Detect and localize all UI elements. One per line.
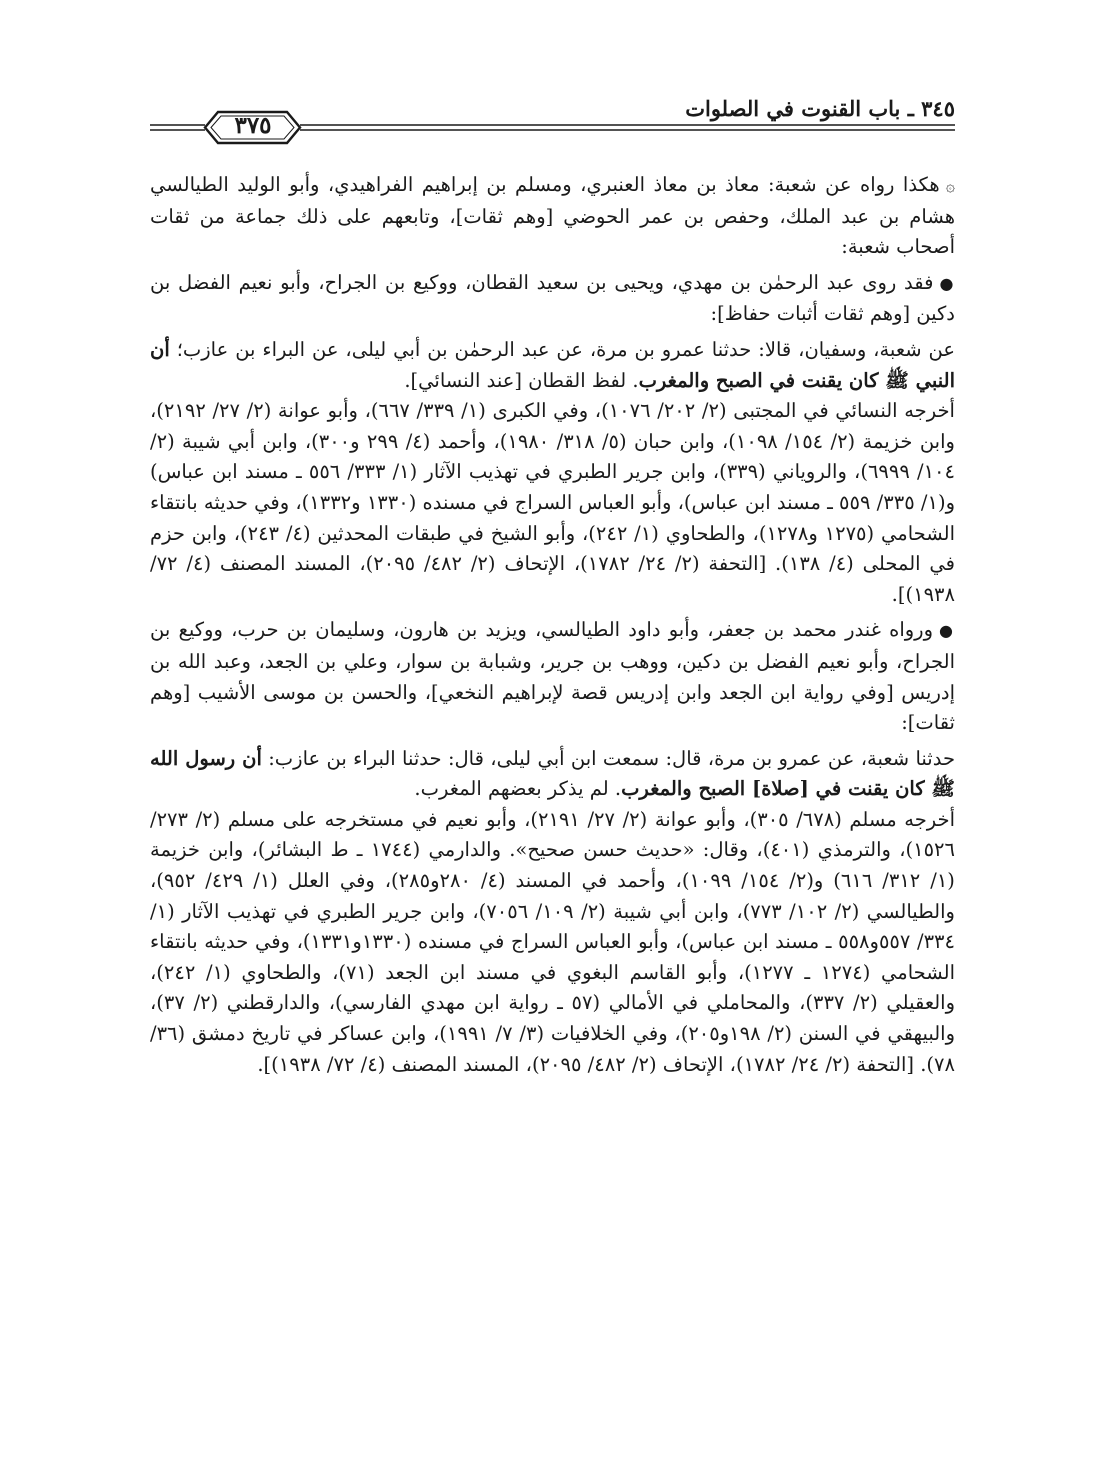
takhrij-2-text: أخرجه مسلم (٦٧٨/ ٣٠٥)، وأبو عوانة (٢/ ٢٧/ ٢١٩١)، وأبو نعيم في مستخرجه على مسلم (٢/ ٢٧٣/ ١٥٢٦)، والترمذي (٤٠١)، وقال: «حديث حسن صحيح». والدارمي (١٧٤٤ ـ ط البشائر)، وابن خزيمة (١/ ٣١٢/ ٦١٦) و(٢/ ١٥٤/ ١٠٩٩)، وأحمد في المسند (٤/ ٢٨٠و٢٨٥)، وفي العلل (١/ ٤٢٩/ ٩٥٢)، والطيالسي (٢/ ١٠٢/ ٧٧٣)، وابن أبي شيبة (٢/ ١٠٩/ ٧٠٥٦)، وابن جرير الطبري في تهذيب الآثار (١/ ٣٣٤/ ٥٥٧و٥٥٨ ـ مسند ابن عباس)، وأبو العباس السراج في مسنده (١٣٣٠و١٣٣١)، وفي حديثه بانتقاء الشحامي (١٢٧٤ ـ ١٢٧٧)، وأبو القاسم البغوي في مسند ابن الجعد (٧١)، والطحاوي (١/ ٢٤٢)، والعقيلي (٢/ ٣٣٧)، والمحاملي في الأمالي (٥٧ ـ رواية ابن مهدي الفارسي)، والدارقطني (٢/ ٣٧)، والبيهقي في السنن (٢/ ١٩٨و٢٠٥)، وفي الخلافيات (٣/ ٧/ ١٩٩١)، وابن عساكر في تاريخ دمشق (٣٦/ ٧٨). [التحفة (٢/ ٢٤/ ١٧٨٢)، الإتحاف (٢/ ٤٨٢/ ٢٠٩٥)، المسند المصنف (٤/ ٧٢/ ١٩٣٨)].	[150, 807, 956, 1076]
section-marker-icon: ۞	[945, 176, 955, 195]
hadith-1-chain: عن شعبة، وسفيان، قالا: حدثنا عمرو بن مرة، عن عبد الرحمٰن بن أبي ليلى، عن البراء بن عازب؛	[169, 337, 955, 361]
hadith-1-matn: أن النبي ﷺ كان يقنت في الصبح والمغرب	[150, 337, 955, 392]
page-header	[150, 92, 955, 156]
paragraph-1-text: هكذا رواه عن شعبة: معاذ بن معاذ العنبري، ومسلم بن إبراهيم الفراهيدي، وأبو الوليد الطيالسي هشام بن عبد الملك، وحفص بن عمر الحوضي [وهم ثقات]، وتابعهم على ذلك جماعة من ثقات أصحاب شعبة:	[150, 173, 955, 259]
hadith-2-matn: أن رسول الله ﷺ كان يقنت في [صلاة] الصبح والمغرب	[150, 746, 955, 801]
takhrij-2	[150, 805, 955, 1080]
hadith-text-2	[150, 744, 955, 805]
hadith-text-1	[150, 335, 955, 396]
takhrij-1-text: أخرجه النسائي في المجتبى (٢/ ٢٠٢/ ١٠٧٦)، وفي الكبرى (١/ ٣٣٩/ ٦٦٧)، وأبو عوانة (٢/ ٢٧/ ٢١٩٢)، وابن خزيمة (٢/ ١٥٤/ ١٠٩٨)، وابن حبان (٥/ ٣١٨/ ١٩٨٠)، وأحمد (٤/ ٢٩٩ و٣٠٠)، وابن أبي شيبة (٢/ ١٠٤/ ٦٩٩٩)، والروياني (٣٣٩)، وابن جرير الطبري في تهذيب الآثار (١/ ٣٣٣/ ٥٥٦ ـ مسند ابن عباس) و(١/ ٣٣٥/ ٥٥٩ ـ مسند ابن عباس)، وأبو العباس السراج في مسنده (١٣٣٠ و١٣٣٢)، وفي حديثه بانتقاء الشحامي (١٢٧٥ و١٢٧٨)، والطحاوي (١/ ٢٤٢)، وأبو الشيخ في طبقات المحدثين (٤/ ٢٤٣)، وابن حزم في المحلى (٤/ ١٣٨). [التحفة (٢/ ٢٤/ ١٧٨٢)، الإتحاف (٢/ ٤٨٢/ ٢٠٩٥)، المسند المصنف (٤/ ٧٢/ ١٩٣٨)].	[150, 399, 955, 606]
paragraph-1	[150, 170, 955, 263]
body-text	[150, 170, 955, 1080]
bullet-icon: ●	[939, 621, 955, 641]
running-title: ٣٤٥ ـ باب القنوت في الصلوات	[685, 96, 955, 121]
takhrij-1	[150, 396, 955, 610]
hadith-2-note: . لم يذكر بعضهم المغرب.	[414, 777, 622, 801]
hadith-2-chain: حدثنا شعبة، عن عمرو بن مرة، قال: سمعت ابن أبي ليلى، قال: حدثنا البراء بن عازب:	[261, 746, 955, 770]
page-number: ٣٧٥	[234, 112, 272, 139]
paragraph-5-text: ورواه غندر محمد بن جعفر، وأبو داود الطيالسي، ويزيد بن هارون، وسليمان بن حرب، ووكيع بن الجراح، وأبو نعيم الفضل بن دكين، ووهب بن جرير، وشبابة بن سوار، وعلي بن الجعد، وعبد الله بن إدريس [وفي رواية ابن الجعد وابن إدريس قصة لإبراهيم النخعي]، والحسن بن موسى الأشيب [وهم ثقات]:	[150, 618, 955, 735]
paragraph-2	[150, 268, 955, 330]
paragraph-2-text: فقد روى عبد الرحمٰن بن مهدي، ويحيى بن سعيد القطان، ووكيع بن الجراح، وأبو نعيم الفضل بن دكين [وهم ثقات أثبات حفاظ]:	[150, 270, 955, 326]
paragraph-5	[150, 615, 955, 738]
hadith-1-note: . لفظ القطان [عند النسائي].	[404, 368, 639, 392]
bullet-icon: ●	[939, 273, 956, 293]
